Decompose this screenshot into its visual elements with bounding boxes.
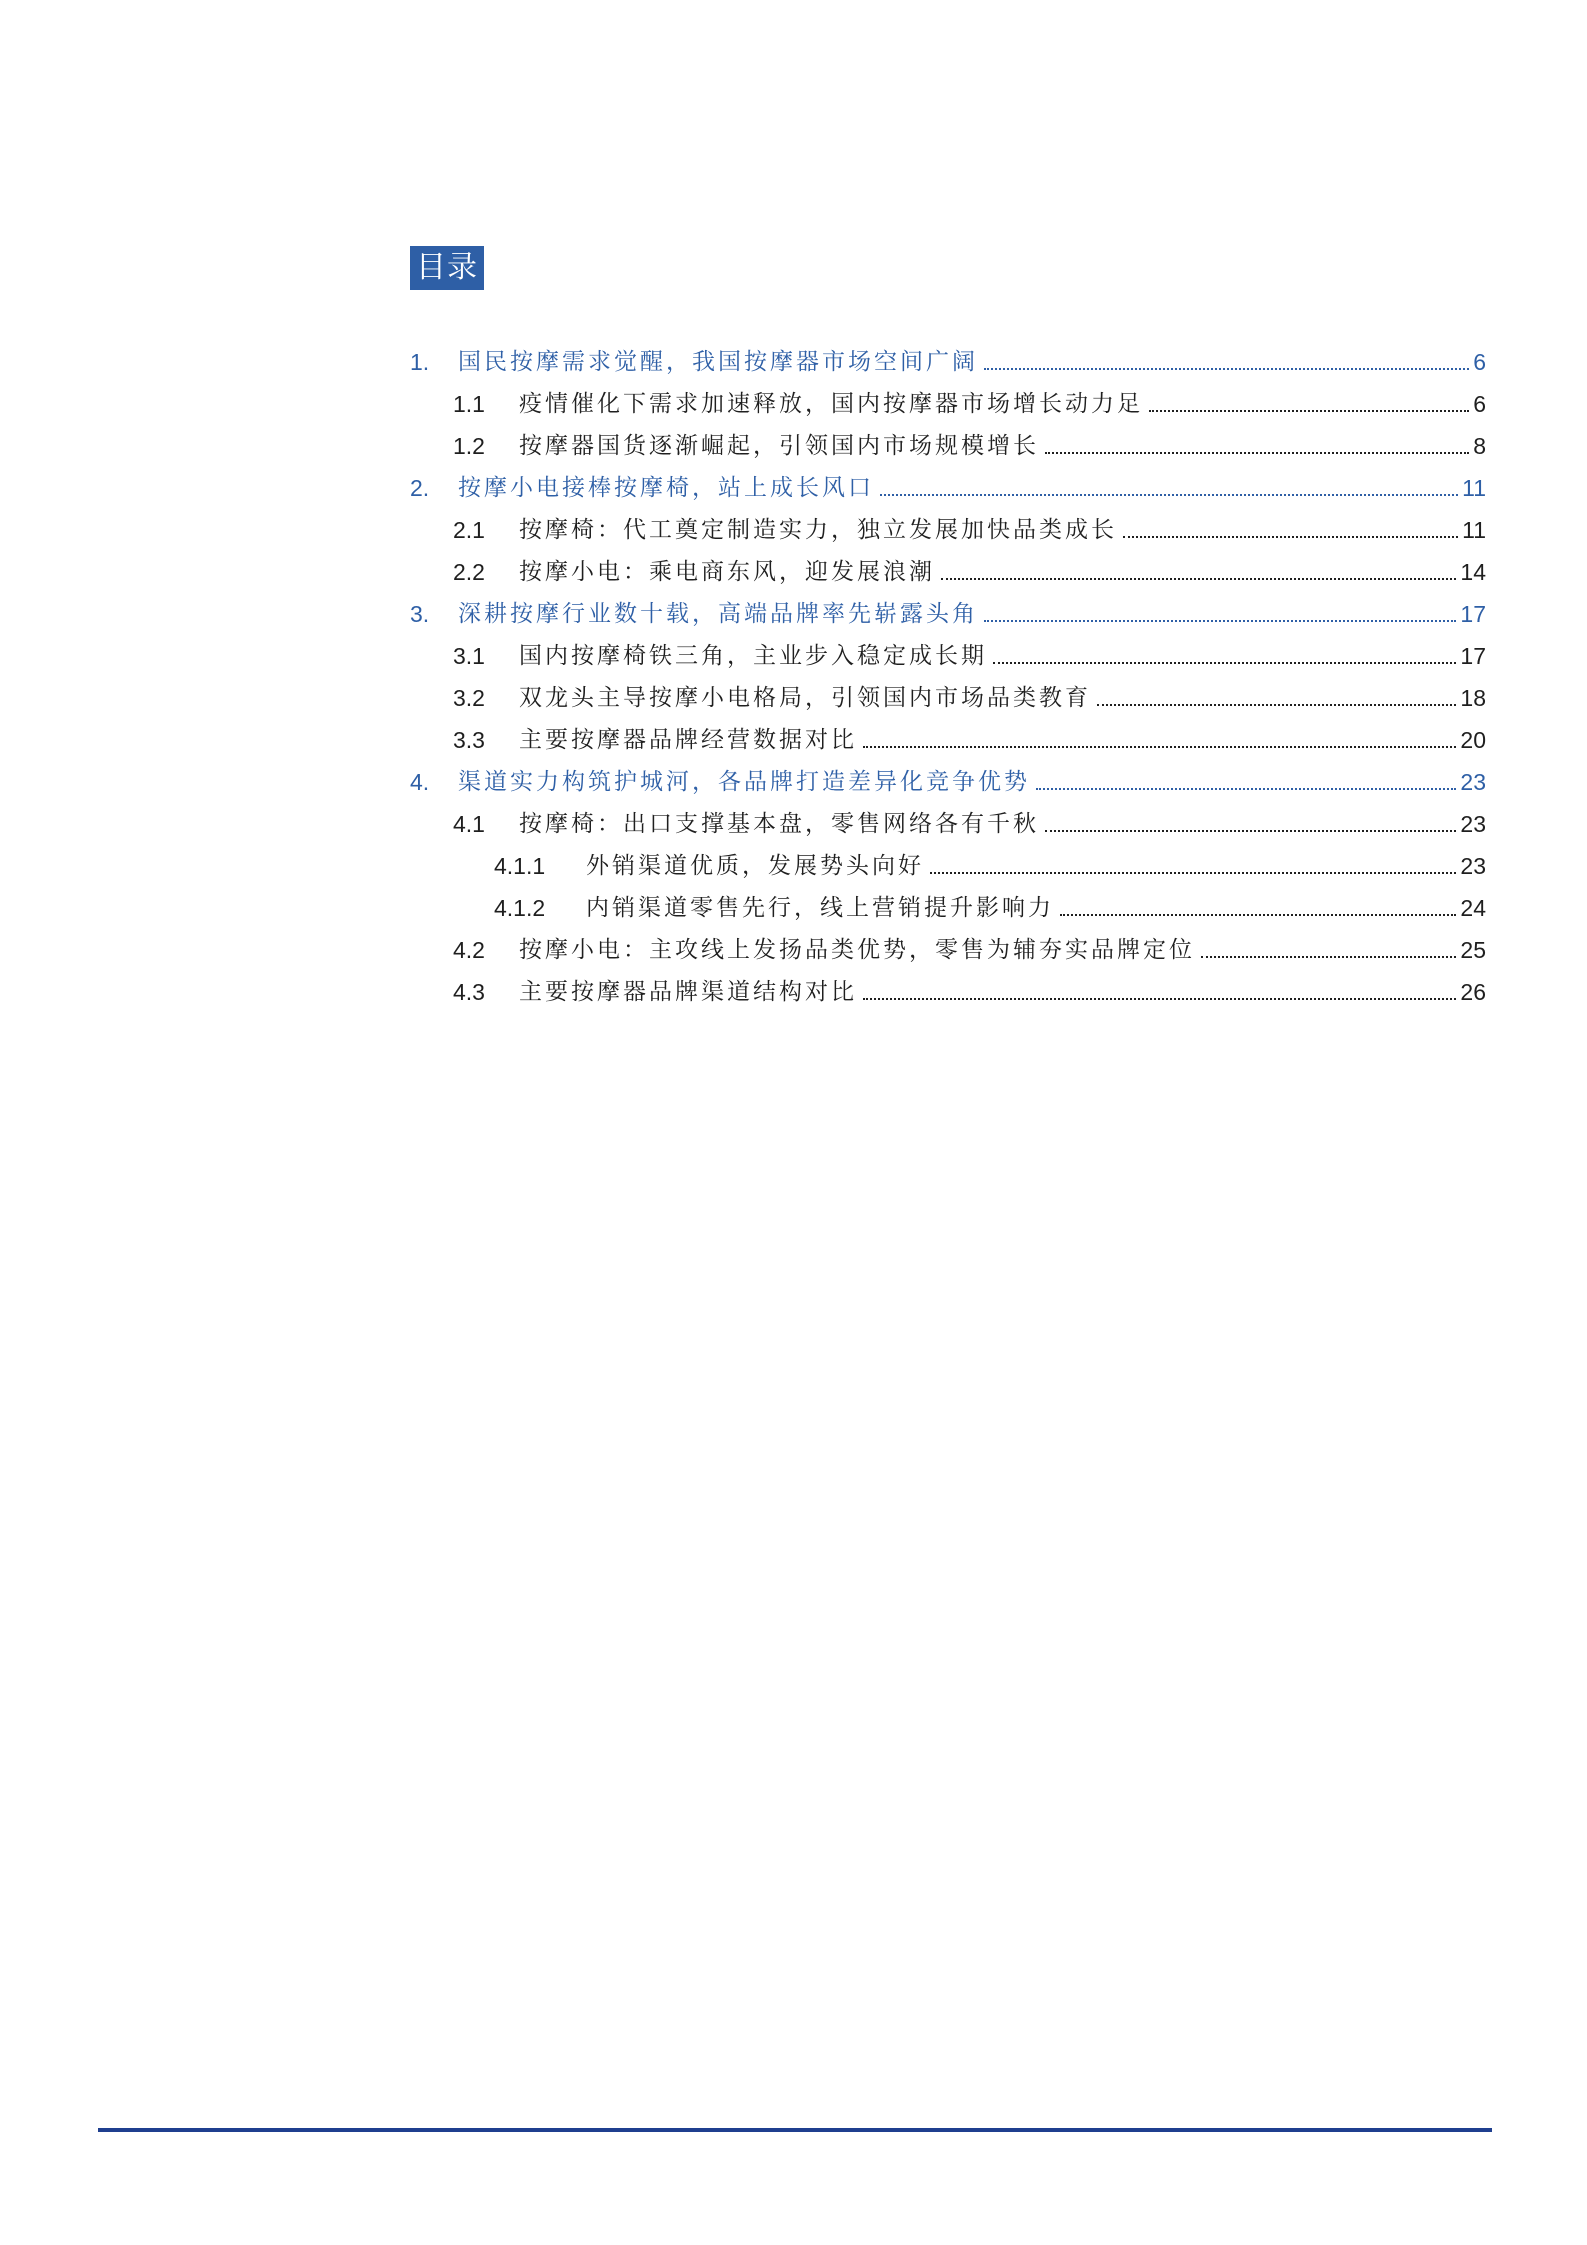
toc-entry-title: 内销渠道零售先行，线上营销提升影响力 bbox=[586, 895, 1054, 921]
toc-entry-page: 18 bbox=[1460, 685, 1486, 711]
toc-entry-title: 按摩器国货逐渐崛起，引领国内市场规模增长 bbox=[519, 433, 1039, 459]
toc-entry-page: 23 bbox=[1460, 853, 1486, 879]
toc-entry-4-1[interactable] bbox=[410, 796, 1486, 838]
toc-entry-page: 23 bbox=[1460, 811, 1486, 837]
dot-leader bbox=[1123, 536, 1458, 538]
toc-entry-1-2[interactable] bbox=[410, 418, 1486, 460]
dot-leader bbox=[993, 662, 1456, 664]
toc-entry-page: 23 bbox=[1460, 769, 1486, 795]
toc-entry-number: 1.2 bbox=[453, 433, 485, 459]
toc-entry-title: 按摩小电：主攻线上发扬品类优势，零售为辅夯实品牌定位 bbox=[519, 937, 1195, 963]
toc-entry-title: 主要按摩器品牌渠道结构对比 bbox=[519, 979, 857, 1005]
toc-entry-2[interactable] bbox=[410, 460, 1486, 502]
toc-entry-4-1-2[interactable] bbox=[410, 880, 1486, 922]
toc-entry-number: 3.2 bbox=[453, 685, 485, 711]
toc-entry-title: 主要按摩器品牌经营数据对比 bbox=[519, 727, 857, 753]
toc-entry-title: 按摩小电：乘电商东风，迎发展浪潮 bbox=[519, 559, 935, 585]
toc-entry-number: 4.2 bbox=[453, 937, 485, 963]
toc-entry-1[interactable] bbox=[410, 334, 1486, 376]
toc-entry-title: 按摩小电接棒按摩椅，站上成长风口 bbox=[458, 475, 874, 501]
dot-leader bbox=[1060, 914, 1456, 916]
toc-entry-4-2[interactable] bbox=[410, 922, 1486, 964]
toc-entry-page: 11 bbox=[1462, 475, 1486, 501]
toc-entry-number: 3.3 bbox=[453, 727, 485, 753]
dot-leader bbox=[1036, 788, 1456, 790]
toc-entry-3-2[interactable] bbox=[410, 670, 1486, 712]
toc-heading: 目录 bbox=[410, 246, 484, 290]
toc-entry-number: 3. bbox=[410, 601, 430, 627]
toc-entry-title: 按摩椅：出口支撑基本盘，零售网络各有千秋 bbox=[519, 811, 1039, 837]
toc-entry-number: 4.1.1 bbox=[494, 853, 546, 879]
toc-entry-4-1-1[interactable] bbox=[410, 838, 1486, 880]
dot-leader bbox=[1097, 704, 1456, 706]
toc-entry-page: 17 bbox=[1460, 601, 1486, 627]
toc-entry-page: 14 bbox=[1460, 559, 1486, 585]
toc-entry-4[interactable] bbox=[410, 754, 1486, 796]
toc-entry-title: 深耕按摩行业数十载，高端品牌率先崭露头角 bbox=[458, 601, 978, 627]
toc-entry-title: 疫情催化下需求加速释放，国内按摩器市场增长动力足 bbox=[519, 391, 1143, 417]
toc-entry-number: 4. bbox=[410, 769, 430, 795]
toc-entry-3-1[interactable] bbox=[410, 628, 1486, 670]
toc-entry-number: 4.1 bbox=[453, 811, 485, 837]
toc-list bbox=[410, 334, 1486, 1006]
toc-entry-page: 20 bbox=[1460, 727, 1486, 753]
toc-entry-number: 4.3 bbox=[453, 979, 485, 1005]
toc-entry-number: 1.1 bbox=[453, 391, 485, 417]
toc-entry-page: 11 bbox=[1462, 517, 1486, 543]
toc-entry-number: 2.2 bbox=[453, 559, 485, 585]
dot-leader bbox=[1045, 452, 1469, 454]
toc-entry-3-3[interactable] bbox=[410, 712, 1486, 754]
toc-entry-3[interactable] bbox=[410, 586, 1486, 628]
toc-entry-title: 渠道实力构筑护城河，各品牌打造差异化竞争优势 bbox=[458, 769, 1030, 795]
toc-entry-2-2[interactable] bbox=[410, 544, 1486, 586]
toc-entry-title: 双龙头主导按摩小电格局，引领国内市场品类教育 bbox=[519, 685, 1091, 711]
dot-leader bbox=[880, 494, 1458, 496]
dot-leader bbox=[984, 368, 1469, 370]
dot-leader bbox=[984, 620, 1456, 622]
toc-entry-page: 17 bbox=[1460, 643, 1486, 669]
toc-entry-number: 2. bbox=[410, 475, 430, 501]
toc-entry-4-3[interactable] bbox=[410, 964, 1486, 1006]
toc-entry-title: 国内按摩椅铁三角，主业步入稳定成长期 bbox=[519, 643, 987, 669]
dot-leader bbox=[863, 746, 1456, 748]
toc-entry-number: 4.1.2 bbox=[494, 895, 546, 921]
toc-entry-page: 24 bbox=[1460, 895, 1486, 921]
toc-entry-title: 外销渠道优质，发展势头向好 bbox=[586, 853, 924, 879]
toc-entry-number: 2.1 bbox=[453, 517, 485, 543]
toc-entry-page: 26 bbox=[1460, 979, 1486, 1005]
toc-entry-title: 国民按摩需求觉醒，我国按摩器市场空间广阔 bbox=[458, 349, 978, 375]
toc-entry-page: 8 bbox=[1473, 433, 1486, 459]
dot-leader bbox=[941, 578, 1456, 580]
toc-entry-page: 6 bbox=[1473, 391, 1486, 417]
toc-entry-page: 6 bbox=[1473, 349, 1486, 375]
toc-entry-number: 3.1 bbox=[453, 643, 485, 669]
toc-entry-1-1[interactable] bbox=[410, 376, 1486, 418]
dot-leader bbox=[1149, 410, 1469, 412]
dot-leader bbox=[1201, 956, 1456, 958]
dot-leader bbox=[930, 872, 1456, 874]
toc-entry-title: 按摩椅：代工奠定制造实力，独立发展加快品类成长 bbox=[519, 517, 1117, 543]
toc-entry-2-1[interactable] bbox=[410, 502, 1486, 544]
dot-leader bbox=[863, 998, 1456, 1000]
toc-entry-page: 25 bbox=[1460, 937, 1486, 963]
toc-entry-number: 1. bbox=[410, 349, 430, 375]
footer-divider bbox=[98, 2128, 1492, 2132]
dot-leader bbox=[1045, 830, 1456, 832]
